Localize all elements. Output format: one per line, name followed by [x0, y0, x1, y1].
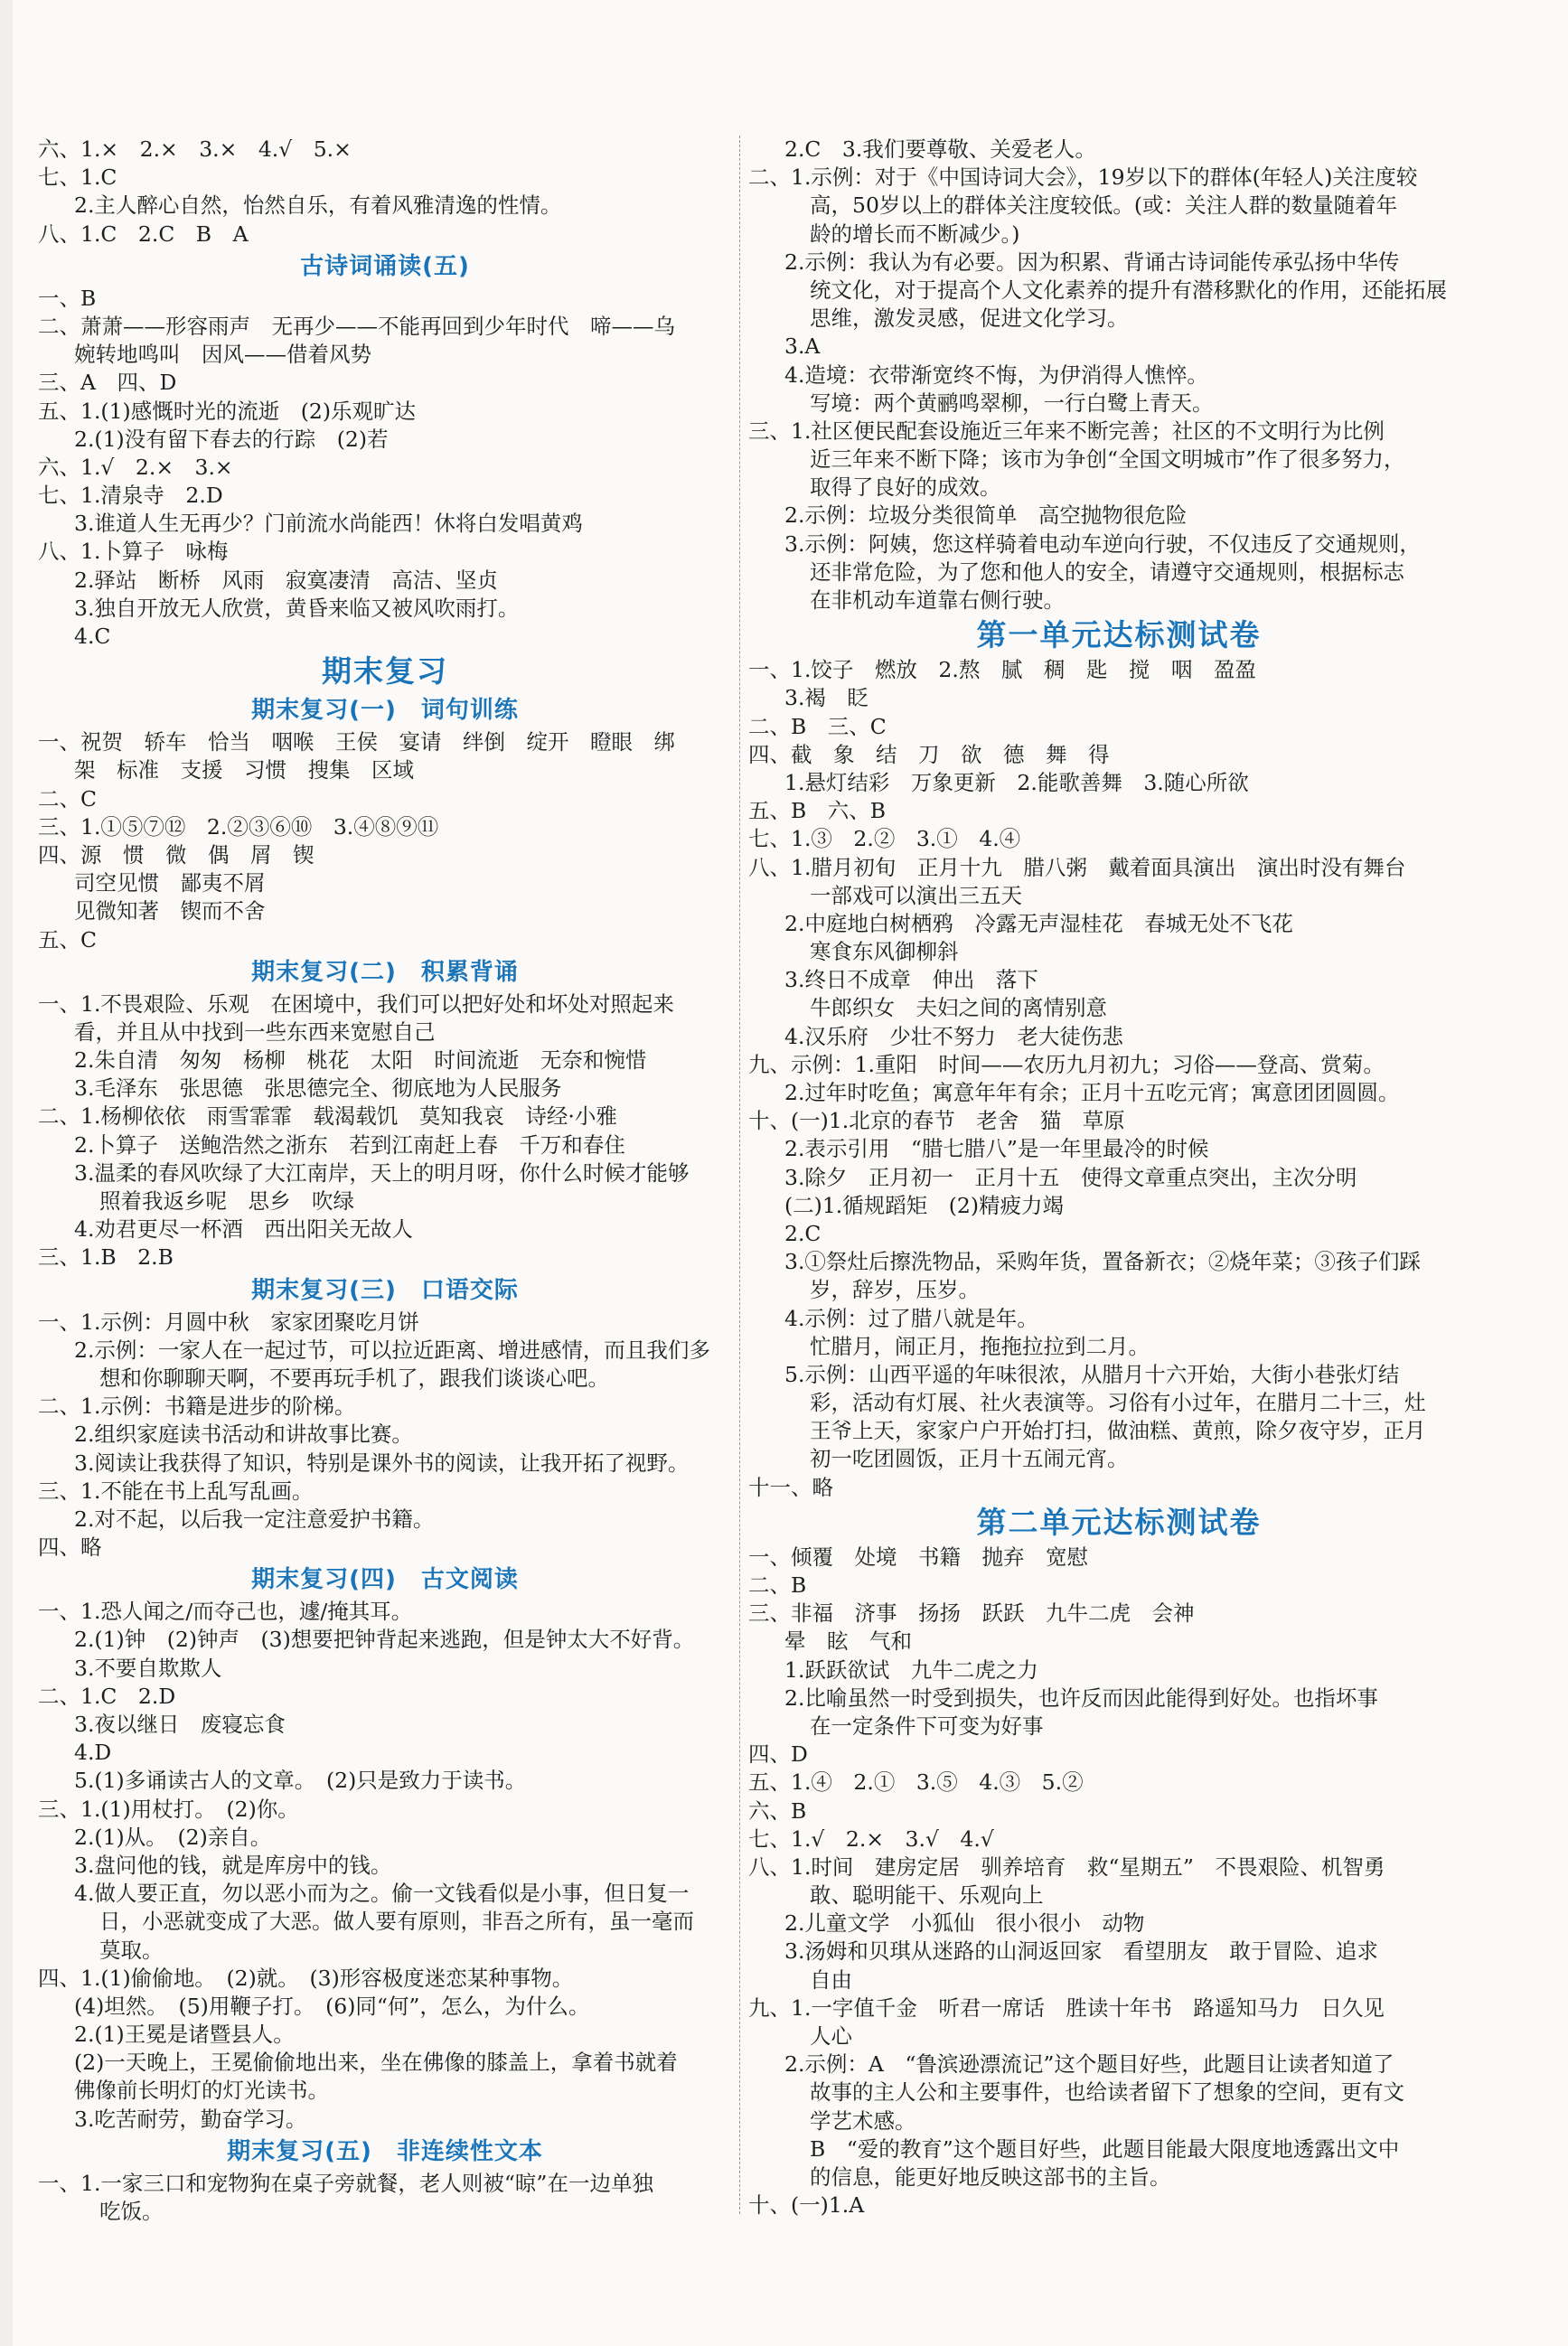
answer-line: 2.过年时吃鱼；寓意年年有余；正月十五吃元宵；寓意团团圆圆。	[784, 1080, 1400, 1105]
answer-line: 三、1.B 2.B	[38, 1244, 174, 1271]
answer-line: 架 标准 支援 习惯 搜集 区域	[74, 757, 414, 784]
answer-line: 3.终日不成章 伸出 落下	[784, 967, 1038, 993]
answer-line: 3.温柔的春风吹绿了大江南岸，天上的明月呀，你什么时候才能够	[74, 1159, 690, 1186]
answer-line: 二、1.C 2.D	[38, 1683, 176, 1709]
answer-line: 2.(1)钟 (2)钟声 (3)想要把钟背起来逃跑，但是钟太大不好背。	[74, 1627, 695, 1653]
answer-line: 照着我返乡呢 思乡 吹绿	[99, 1188, 354, 1214]
answer-line: 二、C	[38, 785, 97, 812]
answer-line: 看，并且从中找到一些东西来宽慰自己	[74, 1018, 436, 1045]
answer-line: 日，小恶就变成了大恶。做人要有原则，非吾之所有，虽一毫而	[99, 1909, 694, 1935]
answer-line: 2.中庭地白树栖鸦 冷露无声湿桂花 春城无处不飞花	[784, 910, 1293, 936]
page-edge-strip	[0, 0, 13, 2346]
answer-line: 3.示例：阿姨，您这样骑着电动车逆向行驶，不仅违反了交通规则，	[784, 530, 1421, 557]
answer-line: 3.毛泽东 张思德 张思德完全、彻底地为人民服务	[74, 1075, 562, 1102]
answer-line: 3.褐 眨	[784, 685, 869, 711]
answer-line: 司空见惯 鄙夷不屑	[74, 870, 266, 896]
answer-line: 一、1.一家三口和宠物狗在桌子旁就餐，老人则被“晾”在一边单独	[38, 2170, 653, 2196]
answer-line: 2.(1)王冕是诸暨县人。	[74, 2022, 295, 2048]
answer-line: 婉转地鸣叫 因风——借着风势	[74, 342, 371, 368]
answer-line: 三、非福 济事 扬扬 跃跃 九牛二虎 会神	[748, 1600, 1195, 1627]
left-column	[38, 136, 732, 2226]
answer-line: 2.C	[784, 1220, 822, 1246]
answer-line: 3.谁道人生无再少？门前流水尚能西！休将白发唱黄鸡	[74, 511, 583, 537]
answer-line: 晕 眩 气和	[784, 1628, 912, 1655]
answer-line: 牛郎织女 夫妇之间的离情别意	[810, 995, 1107, 1021]
answer-line: 2.示例：垃圾分类很简单 高空抛物很危险	[784, 502, 1188, 529]
answer-line: 王爷上天，家家户户开始打扫，做油糕、黄煎，除夕夜守岁，正月	[810, 1418, 1426, 1444]
answer-line: 写境：两个黄鹂鸣翠柳，一行白鹭上青天。	[810, 389, 1214, 416]
answer-line: 二、萧萧——形容雨声 无再少——不能再回到少年时代 啼——乌	[38, 313, 675, 339]
answer-line: 2.主人醉心自然，怡然自乐，有着风雅清逸的性情。	[74, 192, 562, 219]
answer-line: 近三年来不断下降；该市为争创“全国文明城市”作了很多努力，	[810, 446, 1405, 473]
answer-line: 八、1.时间 建房定居 驯养培育 救“星期五” 不畏艰险、机智勇	[748, 1853, 1385, 1880]
answer-line: 七、1.C	[38, 164, 117, 191]
answer-line: 十、(一)1.北京的春节 老舍 猫 草原	[748, 1108, 1125, 1134]
answer-line: 取得了良好的成效。	[810, 474, 1001, 501]
answer-line: 一、1.不畏艰险、乐观 在困境中，我们可以把好处和坏处对照起来	[38, 990, 674, 1017]
answer-line: 忙腊月，闹正月，拖拖拉拉到二月。	[810, 1333, 1150, 1359]
answer-line: 4.C	[74, 624, 111, 649]
answer-line: 五、1.④ 2.① 3.⑤ 4.③ 5.②	[748, 1769, 1084, 1796]
answer-line: 二、1.示例：书籍是进步的阶梯。	[38, 1394, 356, 1420]
answer-line: 岁，辞岁，压岁。	[810, 1277, 980, 1303]
answer-line: 在非机动车道靠右侧行驶。	[810, 587, 1065, 613]
answer-line: 莫取。	[99, 1937, 164, 1963]
answer-line: 吃饭。	[99, 2199, 164, 2224]
answer-line: 2.对不起，以后我一定注意爱护书籍。	[74, 1506, 435, 1532]
answer-line: 故事的主人公和主要事件，也给读者留下了想象的空间，更有文	[810, 2079, 1404, 2106]
answer-line: 三、1.(1)用杖打。 (2)你。	[38, 1796, 299, 1822]
answer-line: 还非常危险，为了您和他人的安全，请遵守交通规则，根据标志	[810, 558, 1404, 585]
chapter-heading: 期末复习	[322, 653, 448, 690]
answer-line: 一、倾覆 处境 书籍 抛弃 宽慰	[748, 1544, 1088, 1570]
answer-line: 九、示例：1.重阳 时间——农历九月初九；习俗——登高、赏菊。	[748, 1051, 1385, 1077]
answer-line: 六、B	[748, 1797, 807, 1824]
answer-line: 八、1.C 2.C B A	[38, 221, 249, 247]
answer-line: 2.示例：一家人在一起过节，可以拉近距离、增进感情，而且我们多	[74, 1337, 710, 1363]
answer-line: 1.跃跃欲试 九牛二虎之力	[784, 1656, 1038, 1683]
answer-line: 二、B 三、C	[748, 713, 887, 739]
answer-line: 一、祝贺 轿车 恰当 咽喉 王侯 宴请 绊倒 绽开 瞪眼 绑	[38, 729, 675, 755]
answer-line: 3.不要自欺欺人	[74, 1655, 222, 1681]
answer-line: 八、1.卜算子 咏梅	[38, 539, 229, 565]
answer-line: 初一吃团圆饭，正月十五闹元宵。	[810, 1446, 1129, 1472]
answer-line: 2.C 3.我们要尊敬、关爱老人。	[784, 136, 1096, 162]
answer-line: 六、1.√ 2.× 3.×	[38, 454, 233, 480]
answer-line: 二、B	[748, 1572, 807, 1598]
answer-line: 彩，活动有灯展、社火表演等。习俗有小过年，在腊月二十三，灶	[810, 1390, 1426, 1416]
answer-line: B “爱的教育”这个题目好些，此题目能最大限度地透露出文中	[810, 2135, 1400, 2162]
answer-line: 七、1.清泉寺 2.D	[38, 483, 223, 509]
answer-line: 敢、聪明能干、乐观向上	[810, 1882, 1044, 1909]
answer-line: 一、1.恐人闻之/而夺己也，遽/掩其耳。	[38, 1599, 413, 1625]
answer-line: 2.示例：A “鲁滨逊漂流记”这个题目好些，此题目让读者知道了	[784, 2051, 1394, 2078]
answer-line: 八、1.腊月初旬 正月十九 腊八粥 戴着面具演出 演出时没有舞台	[748, 854, 1406, 880]
answer-line: 一部戏可以演出三五天	[810, 882, 1022, 908]
answer-line: 3.夜以继日 废寝忘食	[74, 1712, 286, 1737]
answer-line: 七、1.√ 2.× 3.√ 4.√	[748, 1825, 994, 1852]
answer-line: 4.造境：衣带渐宽终不悔，为伊消得人憔悴。	[784, 361, 1208, 388]
answer-line: 五、C	[38, 926, 97, 952]
answer-line: 人心	[810, 2023, 852, 2049]
answer-line: 六、1.× 2.× 3.× 4.√ 5.×	[38, 136, 352, 162]
answer-line: 三、1.社区便民配套设施近三年来不断完善；社区的不文明行为比例	[748, 418, 1385, 444]
answer-line: 4.做人要正直，勿以恶小而为之。偷一文钱看似是小事，但日复一	[74, 1881, 690, 1907]
answer-line: 统文化，对于提高个人文化素养的提升有潜移默化的作用，还能拓展	[810, 277, 1447, 303]
column-divider	[739, 136, 740, 2214]
answer-line: 佛像前长明灯的灯光读书。	[74, 2078, 329, 2104]
answer-line: 2.卜算子 送鲍浩然之浙东 若到江南赶上春 千万和春住	[74, 1131, 625, 1158]
answer-line: 4.劝君更尽一杯酒 西出阳关无故人	[74, 1216, 413, 1243]
answer-line: 2.表示引用 “腊七腊八”是一年里最冷的时候	[784, 1136, 1209, 1162]
answer-line: 一、1.示例：月圆中秋 家家团聚吃月饼	[38, 1309, 419, 1335]
right-column	[748, 136, 1489, 2219]
answer-line: 的信息，能更好地反映这部书的主旨。	[810, 2163, 1171, 2190]
section-heading: 期末复习(三) 口语交际	[251, 1276, 519, 1304]
answer-line: 2.儿童文学 小狐仙 很小很小 动物	[784, 1910, 1145, 1937]
section-heading: 期末复习(四) 古文阅读	[251, 1566, 519, 1594]
answer-line: 3.①祭灶后擦洗物品，采购年货，置备新衣；②烧年菜；③孩子们踩	[784, 1249, 1421, 1275]
answer-line: 3.独自开放无人欣赏，黄昏来临又被风吹雨打。	[74, 595, 520, 621]
answer-line: 4.示例：过了腊八就是年。	[784, 1305, 1038, 1331]
answer-line: 5.(1)多诵读古人的文章。 (2)只是致力于读书。	[74, 1768, 527, 1794]
answer-line: 一、1.饺子 燃放 2.熬 腻 稠 匙 搅 咽 盈盈	[748, 657, 1256, 683]
answer-line: 九、1.一字值千金 听君一席话 胜读十年书 路遥知马力 日久见	[748, 1994, 1385, 2021]
answer-line: 三、A 四、D	[38, 370, 177, 396]
section-heading: 期末复习(一) 词句训练	[251, 697, 519, 725]
answer-line: 四、截 象 结 刀 欲 德 舞 得	[748, 741, 1110, 767]
section-heading: 古诗词诵读(五)	[300, 252, 470, 280]
answer-line: 见微知著 锲而不舍	[74, 898, 266, 924]
answer-line: 十、(一)1.A	[748, 2192, 865, 2219]
answer-line: 自由	[810, 1966, 852, 1993]
answer-line: 五、B 六、B	[748, 798, 887, 824]
answer-line: 3.盘问他的钱，就是库房中的钱。	[74, 1852, 392, 1878]
answer-line: 3.A	[784, 333, 821, 360]
answer-line: 高，50岁以上的群体关注度较低。(或：关注人群的数量随着年	[810, 192, 1398, 219]
answer-line: (4)坦然。 (5)用鞭子打。 (6)同“何”，怎么，为什么。	[74, 1993, 590, 2019]
answer-line: 2.示例：我认为有必要。因为积累、背诵古诗词能传承弘扬中华传	[784, 249, 1400, 275]
answer-line: (2)一天晚上，王冕偷偷地出来，坐在佛像的膝盖上，拿着书就着	[74, 2050, 678, 2076]
answer-line: 1.悬灯结彩 万象更新 2.能歌善舞 3.随心所欲	[784, 769, 1249, 795]
answer-line: 在一定条件下可变为好事	[810, 1713, 1044, 1739]
answer-line: 3.除夕 正月初一 正月十五 使得文章重点突出，主次分明	[784, 1164, 1357, 1190]
answer-line: 二、1.示例：对于《中国诗词大会》，19岁以下的群体(年轻人)关注度较	[748, 164, 1418, 191]
answer-line: 二、1.杨柳依依 雨雪霏霏 载渴载饥 莫知我哀 诗经·小雅	[38, 1103, 617, 1130]
answer-line: 七、1.③ 2.② 3.① 4.④	[748, 826, 1021, 852]
answer-line: 十一、略	[748, 1474, 833, 1500]
answer-line: 三、1.不能在书上乱写乱画。	[38, 1478, 314, 1504]
answer-line: 2.(1)没有留下春去的行踪 (2)若	[74, 426, 389, 452]
answer-line: 2.朱自清 匆匆 杨柳 桃花 太阳 时间流逝 无奈和惋惜	[74, 1047, 647, 1074]
answer-line: (二)1.循规蹈矩 (2)精疲力竭	[784, 1192, 1065, 1218]
answer-line: 5.示例：山西平遥的年味很浓，从腊月十六开始，大街小巷张灯结	[784, 1361, 1400, 1387]
answer-line: 3.汤姆和贝琪从迷路的山洞返回家 看望朋友 敢于冒险、追求	[784, 1938, 1378, 1965]
answer-line: 四、略	[38, 1534, 102, 1561]
answer-line: 4.汉乐府 少壮不努力 老大徒伤悲	[784, 1023, 1123, 1049]
answer-line: 2.组织家庭读书活动和讲故事比赛。	[74, 1422, 413, 1448]
answer-line: 四、源 惯 微 偶 屑 锲	[38, 841, 315, 868]
chapter-heading: 第一单元达标测试卷	[976, 617, 1262, 653]
answer-line: 四、D	[748, 1741, 808, 1768]
answer-line: 4.D	[74, 1740, 112, 1766]
answer-line: 3.阅读让我获得了知识，特别是课外书的阅读，让我开拓了视野。	[74, 1450, 690, 1476]
answer-line: 寒食东风御柳斜	[810, 939, 959, 965]
answer-line: 2.(1)从。 (2)亲自。	[74, 1824, 272, 1850]
section-heading: 期末复习(二) 积累背诵	[251, 958, 519, 986]
answer-line: 三、1.①⑤⑦⑫ 2.②③⑥⑩ 3.④⑧⑨⑪	[38, 813, 439, 840]
answer-line: 五、1.(1)感慨时光的流逝 (2)乐观旷达	[38, 398, 416, 424]
chapter-heading: 第二单元达标测试卷	[976, 1504, 1262, 1540]
answer-line: 一、B	[38, 285, 97, 311]
answer-line: 2.比喻虽然一时受到损失，也许反而因此能得到好处。也指坏事	[784, 1684, 1378, 1711]
answer-line: 想和你聊聊天啊，不要再玩手机了，跟我们谈谈心吧。	[99, 1365, 609, 1391]
answer-line: 四、1.(1)偷偷地。 (2)就。 (3)形容极度迷恋某种事物。	[38, 1965, 574, 1991]
answer-line: 龄的增长而不断减少。)	[810, 221, 1020, 247]
answer-line: 学艺术感。	[810, 2107, 916, 2134]
section-heading: 期末复习(五) 非连续性文本	[227, 2137, 543, 2165]
answer-line: 3.吃苦耐劳，勤奋学习。	[74, 2106, 307, 2132]
answer-line: 思维，激发灵感，促进文化学习。	[810, 305, 1129, 332]
answer-line: 2.驿站 断桥 风雨 寂寞凄清 高洁、坚贞	[74, 567, 498, 593]
